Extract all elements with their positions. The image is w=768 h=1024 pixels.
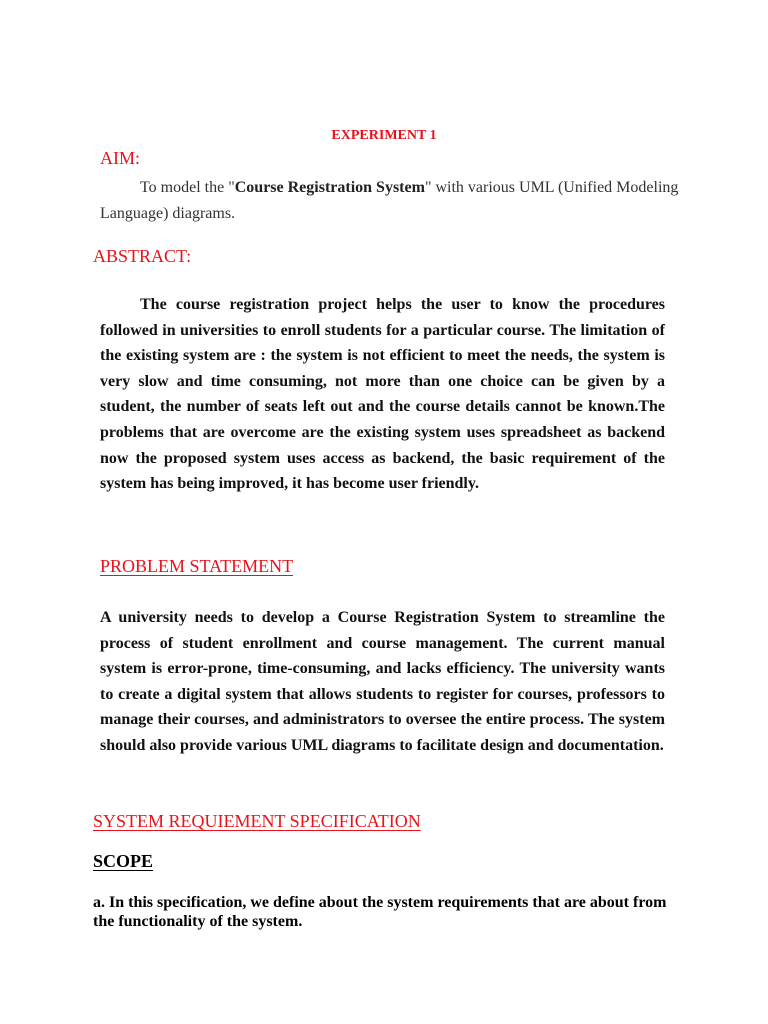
scope-paragraph: a. In this specification, we define about the system requirements that are about from the functionality of the system. — [93, 894, 667, 930]
problem-statement-heading: PROBLEM STATEMENT — [100, 556, 294, 576]
abstract-paragraph: The course registration project helps the user to know the procedures followed in universities to enroll students for a particular course. The limitation of the existing system are : the system is not efficient to meet the needs, the system is very slow and time consuming, not more than one choice can be given by a student, the number of seats left out and the course details cannot be known.The problems that are overcome are the existing system uses spreadsheet as backend now the proposed system uses access as backend, the basic requirement of the system has being improved, it has become user friendly. — [100, 296, 665, 493]
problem-statement-paragraph: A university needs to develop a Course Registration System to streamline the process of student enrollment and course management. The current manual system is error-prone, time-consuming, and lacks efficiency. The university wants to create a digital system that allows students to register for courses, professors to manage their courses, and administrators to oversee the entire process. The system should also provide various UML diagrams to facilitate design and documentation. — [100, 609, 665, 754]
aim-text-prefix: To model the " — [140, 179, 235, 196]
aim-text-suffix: " with various UML (Unified Modeling Language) diagrams. — [100, 179, 679, 222]
experiment-title: EXPERIMENT 1 — [331, 128, 437, 143]
aim-text — [100, 175, 680, 227]
abstract-heading: ABSTRACT: — [93, 246, 192, 266]
aim-bold-term: Course Registration System — [234, 179, 425, 196]
srs-heading: SYSTEM REQUIEMENT SPECIFICATION — [93, 811, 421, 831]
scope-heading: SCOPE — [93, 851, 154, 871]
aim-heading: AIM: — [100, 148, 140, 168]
